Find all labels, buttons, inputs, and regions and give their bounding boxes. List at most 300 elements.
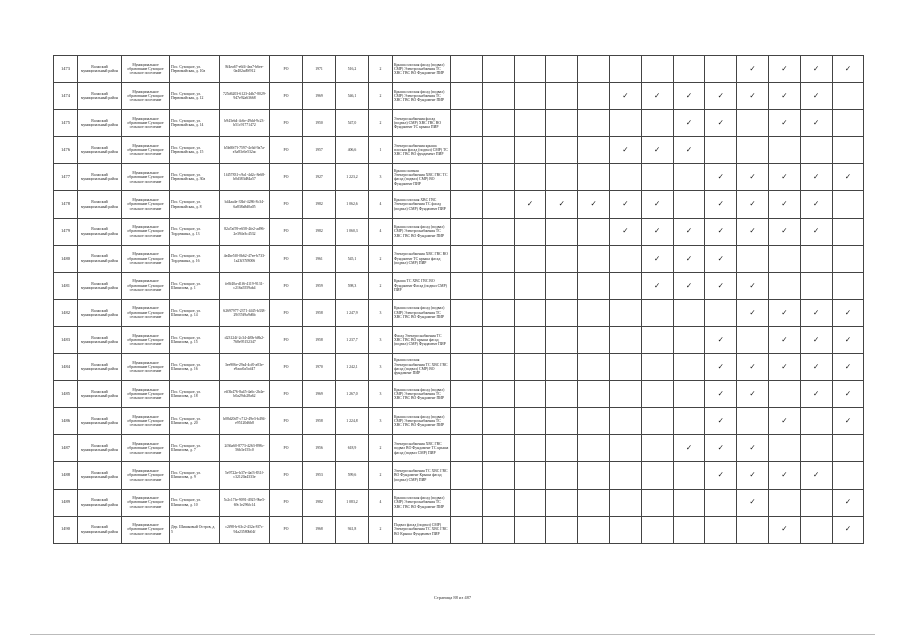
check-cell: [482, 489, 514, 516]
table-row: [54, 462, 864, 489]
bottom-rule: [30, 634, 875, 635]
check-cell: [451, 489, 483, 516]
building-code-cell: c2f98-b-63c2-432a-8f7c-94a23580b04f: [220, 516, 270, 543]
checkmark-icon: ✓: [813, 199, 820, 209]
check-cell: [514, 381, 546, 408]
check-cell: [737, 272, 769, 299]
checkmark-icon: ✓: [781, 90, 788, 100]
check-cell: [737, 56, 769, 83]
checkmark-icon: ✓: [685, 253, 693, 263]
row-number: 1473: [54, 56, 78, 83]
floors-cell: 3: [369, 164, 393, 191]
check-cell: [451, 326, 483, 353]
floors-cell: 3: [369, 408, 393, 435]
check-cell: [546, 164, 578, 191]
checkmark-icon: ✓: [685, 226, 693, 236]
district-cell: Волжский муниципальный район: [78, 354, 122, 381]
checkmark-icon: ✓: [749, 90, 756, 100]
check-cell: [609, 191, 641, 218]
check-cell: [768, 381, 800, 408]
check-cell: [800, 489, 832, 516]
checkmark-icon: ✓: [781, 416, 788, 426]
check-cell: [832, 218, 864, 245]
check-cell: [768, 56, 800, 83]
check-cell: [546, 299, 578, 326]
row-number: 1490: [54, 516, 78, 543]
checkmark-icon: ✓: [526, 199, 534, 209]
check-cell: [609, 381, 641, 408]
building-type-cell: РО: [270, 326, 303, 353]
building-code-cell: b08d20d7-c712-49e3-b494-e95120d6b8: [220, 408, 270, 435]
row-number: 1474: [54, 83, 78, 110]
check-cell: [800, 435, 832, 462]
works-list-cell: Подвал фасад (подвал) СМР) Электроснабжения ТС ХВС ГВС ВО Крыша Фундамент ПИР: [393, 516, 451, 543]
building-code-cell: eff3b476-8a45-4a6c-2b4e-b0a29dc28a62: [220, 381, 270, 408]
check-cell: [705, 83, 737, 110]
check-cell: [673, 354, 705, 381]
check-cell: [705, 381, 737, 408]
check-cell: [578, 245, 610, 272]
check-cell: [768, 516, 800, 543]
check-cell: [673, 245, 705, 272]
build-year-cell: 1969: [303, 83, 336, 110]
checkmark-icon: ✓: [749, 226, 756, 236]
check-cell: [451, 191, 483, 218]
check-cell: [832, 462, 864, 489]
address-cell: Пос. Сухоцкое, ул. Шипилова, д. 1: [170, 272, 220, 299]
building-type-cell: РО: [270, 516, 303, 543]
check-cell: [578, 299, 610, 326]
check-cell: [609, 299, 641, 326]
check-cell: [768, 137, 800, 164]
check-cell: [641, 272, 673, 299]
checkmark-icon: ✓: [749, 389, 756, 399]
table-row: [54, 326, 864, 353]
check-cell: [800, 299, 832, 326]
floors-cell: 2: [369, 272, 393, 299]
checkmark-icon: ✓: [749, 172, 756, 182]
check-cell: [800, 56, 832, 83]
check-cell: [482, 299, 514, 326]
check-cell: [546, 354, 578, 381]
check-cell: [482, 164, 514, 191]
check-cell: [737, 110, 769, 137]
row-number: 1480: [54, 245, 78, 272]
checkmark-icon: ✓: [685, 118, 693, 128]
checkmark-icon: ✓: [781, 361, 788, 371]
check-cell: [673, 110, 705, 137]
check-cell: [800, 272, 832, 299]
settlement-cell: Муниципальное образование Сухоцкое сельское поселение: [122, 299, 170, 326]
check-cell: [546, 408, 578, 435]
checkmark-icon: ✓: [590, 199, 597, 209]
area-cell: 516,2: [336, 56, 369, 83]
works-list-cell: Крыша плоская фасад (подвал) СМР) Электроснабжения ТС ХВС ГВС ВО Фундамент ПИР: [393, 56, 451, 83]
check-cell: [641, 83, 673, 110]
building-code-cell: b943eb4-4c6e-49dd-9c23-b51c91771472: [220, 110, 270, 137]
check-cell: [641, 326, 673, 353]
check-cell: [800, 218, 832, 245]
check-cell: [768, 354, 800, 381]
building-type-cell: РО: [270, 137, 303, 164]
check-cell: [578, 218, 610, 245]
check-cell: [451, 245, 483, 272]
settlement-cell: Муниципальное образование Сухоцкое сельское поселение: [122, 435, 170, 462]
check-cell: [832, 381, 864, 408]
check-cell: [832, 489, 864, 516]
checkmark-icon: ✓: [749, 280, 756, 290]
area-cell: 545,1: [336, 245, 369, 272]
check-cell: [482, 408, 514, 435]
district-cell: Волжский муниципальный район: [78, 381, 122, 408]
checkmark-icon: ✓: [813, 90, 820, 100]
settlement-cell: Муниципальное образование Сухоцкое сельское поселение: [122, 489, 170, 516]
check-cell: [705, 299, 737, 326]
check-cell: [451, 137, 483, 164]
floors-cell: 4: [369, 218, 393, 245]
build-year-cell: 1953: [303, 462, 336, 489]
checkmark-icon: ✓: [781, 524, 788, 534]
checkmark-icon: ✓: [813, 334, 820, 344]
row-number: 1479: [54, 218, 78, 245]
works-list-cell: Крыша плоская фасад (подвал) СМР) Электроснабжения ТС ХВС ГВС ВО Фундамент ПИР: [393, 218, 451, 245]
checkmark-icon: ✓: [717, 90, 724, 100]
check-cell: [832, 110, 864, 137]
check-cell: [482, 354, 514, 381]
address-cell: Пос. Сухоцкое, ул. Шипилова, д. 9: [170, 462, 220, 489]
check-cell: [800, 110, 832, 137]
check-cell: [609, 489, 641, 516]
check-cell: [832, 299, 864, 326]
check-cell: [451, 110, 483, 137]
check-cell: [832, 137, 864, 164]
check-cell: [514, 137, 546, 164]
floors-cell: 3: [369, 381, 393, 408]
row-number: 1487: [54, 435, 78, 462]
check-cell: [800, 381, 832, 408]
area-cell: 598,3: [336, 272, 369, 299]
check-cell: [482, 245, 514, 272]
check-cell: [641, 299, 673, 326]
checkmark-icon: ✓: [813, 470, 820, 480]
check-cell: [546, 218, 578, 245]
row-number: 1482: [54, 299, 78, 326]
check-cell: [578, 462, 610, 489]
address-cell: Пос. Сухоцкое, ул. Тордочкина, д. 13: [170, 218, 220, 245]
works-list-cell: Крыша плоская фасад (подвал) СМР) Электроснабжения ТС ХВС ГВС ВО Фундамент ПИР: [393, 299, 451, 326]
check-cell: [737, 137, 769, 164]
check-cell: [514, 462, 546, 489]
district-cell: Волжский муниципальный район: [78, 164, 122, 191]
check-cell: [546, 83, 578, 110]
check-cell: [641, 408, 673, 435]
check-cell: [768, 326, 800, 353]
check-cell: [482, 462, 514, 489]
build-year-cell: 1958: [303, 299, 336, 326]
check-cell: [705, 435, 737, 462]
check-cell: [705, 272, 737, 299]
check-cell: [737, 462, 769, 489]
checkmark-icon: ✓: [781, 226, 788, 236]
check-cell: [451, 381, 483, 408]
check-cell: [641, 381, 673, 408]
checkmark-icon: ✓: [749, 199, 756, 209]
building-code-cell: 5c2c17fe-9091-4925-9be5-69c1e296fc14: [220, 489, 270, 516]
floors-cell: 2: [369, 462, 393, 489]
checkmark-icon: ✓: [717, 416, 724, 426]
address-cell: Дер. Шишковый Остров, д. 5: [170, 516, 220, 543]
check-cell: [800, 354, 832, 381]
check-cell: [546, 381, 578, 408]
building-type-cell: РО: [270, 218, 303, 245]
check-cell: [832, 435, 864, 462]
building-code-cell: b44aa4e-33bf-4286-8c34-6a838a8d0a05: [220, 191, 270, 218]
settlement-cell: Муниципальное образование Сухоцкое сельское поселение: [122, 326, 170, 353]
checkmark-icon: ✓: [844, 389, 852, 399]
check-cell: [705, 354, 737, 381]
check-cell: [578, 326, 610, 353]
checkmark-icon: ✓: [844, 497, 852, 507]
check-cell: [705, 56, 737, 83]
table-row: [54, 56, 864, 83]
checkmark-icon: ✓: [844, 524, 852, 534]
district-cell: Волжский муниципальный район: [78, 245, 122, 272]
district-cell: Волжский муниципальный район: [78, 83, 122, 110]
checkmark-icon: ✓: [813, 389, 820, 399]
check-cell: [514, 272, 546, 299]
district-cell: Волжский муниципальный район: [78, 218, 122, 245]
check-cell: [609, 83, 641, 110]
check-cell: [578, 56, 610, 83]
checkmark-icon: ✓: [813, 172, 820, 182]
table-row: [54, 489, 864, 516]
buildings-table: [53, 55, 864, 544]
checkmark-icon: ✓: [749, 470, 756, 480]
build-year-cell: 1957: [303, 137, 336, 164]
build-year-cell: 1970: [303, 354, 336, 381]
address-cell: Пос. Сухоцкое, ул. Первомайская, д. 12: [170, 83, 220, 110]
build-year-cell: 1982: [303, 191, 336, 218]
build-year-cell: 1927: [303, 164, 336, 191]
row-number: 1477: [54, 164, 78, 191]
checkmark-icon: ✓: [749, 443, 756, 453]
checkmark-icon: ✓: [558, 199, 565, 209]
building-type-cell: РО: [270, 299, 303, 326]
check-cell: [451, 462, 483, 489]
check-cell: [514, 408, 546, 435]
check-cell: [737, 408, 769, 435]
building-code-cell: 82a7af59-e658-4fe2-ad96-2e394e3c4532: [220, 218, 270, 245]
checkmark-icon: ✓: [781, 470, 788, 480]
table-row: [54, 191, 864, 218]
works-list-cell: Крыша ТС ХВС ГВС ВО Фундамент Фасад (подвал СМР) ПИР: [393, 272, 451, 299]
building-code-cell: 4e4be5f0-0b62-47ee-b733-1a23f37f8006: [220, 245, 270, 272]
building-code-cell: 725d6203-6123-4db7-8029-947e92a63668: [220, 83, 270, 110]
building-type-cell: РО: [270, 408, 303, 435]
build-year-cell: 1968: [303, 516, 336, 543]
check-cell: [546, 435, 578, 462]
check-cell: [451, 408, 483, 435]
check-cell: [578, 516, 610, 543]
area-cell: 1 242,1: [336, 354, 369, 381]
district-cell: Волжский муниципальный район: [78, 191, 122, 218]
works-list-cell: Электроснабжения ХВС ГВС подвал ВО Фундамент ТС крыша фасад (подвал СМР) ПИР: [393, 435, 451, 462]
area-cell: 1 224,8: [336, 408, 369, 435]
check-cell: [451, 354, 483, 381]
check-cell: [514, 110, 546, 137]
checkmark-icon: ✓: [717, 172, 724, 182]
table-row: [54, 137, 864, 164]
floors-cell: 3: [369, 299, 393, 326]
check-cell: [546, 191, 578, 218]
check-cell: [514, 326, 546, 353]
check-cell: [673, 435, 705, 462]
check-cell: [546, 326, 578, 353]
check-cell: [673, 381, 705, 408]
row-number: 1486: [54, 408, 78, 435]
floors-cell: 2: [369, 516, 393, 543]
check-cell: [768, 164, 800, 191]
check-cell: [832, 191, 864, 218]
table-row: [54, 408, 864, 435]
building-code-cell: fe8f40a-d1f6-4119-9131-c216a5559ab4: [220, 272, 270, 299]
area-cell: 941,8: [336, 516, 369, 543]
floors-cell: 1: [369, 137, 393, 164]
area-cell: 1 060,3: [336, 218, 369, 245]
address-cell: Пос. Сухоцкое, ул. Шипилова, д. 10: [170, 489, 220, 516]
checkmark-icon: ✓: [844, 172, 852, 182]
check-cell: [673, 299, 705, 326]
check-cell: [578, 83, 610, 110]
checkmark-icon: ✓: [844, 361, 852, 371]
works-list-cell: Электроснабжения крыша плоская фасад (подвал) СМР) ТС ХВС ГВС ВО фундамент ПИР: [393, 137, 451, 164]
works-list-cell: Фасад Электроснабжения ТС ХВС ГВС ВО крыша фасад (подвал) СМР) Фундамент ПИР: [393, 326, 451, 353]
checkmark-icon: ✓: [717, 253, 724, 263]
check-cell: [832, 516, 864, 543]
check-cell: [514, 516, 546, 543]
table-row: [54, 164, 864, 191]
checkmark-icon: ✓: [844, 416, 852, 426]
checkmark-icon: ✓: [781, 172, 788, 182]
settlement-cell: Муниципальное образование Сухоцкое сельское поселение: [122, 408, 170, 435]
table-row: [54, 272, 864, 299]
address-cell: Пос. Сухоцкое, ул. Шипилова, д. 16: [170, 354, 220, 381]
district-cell: Волжский муниципальный район: [78, 435, 122, 462]
checkmark-icon: ✓: [717, 443, 724, 453]
check-cell: [768, 435, 800, 462]
checkmark-icon: ✓: [813, 63, 820, 73]
area-cell: 618,9: [336, 435, 369, 462]
check-cell: [705, 191, 737, 218]
check-cell: [641, 489, 673, 516]
district-cell: Волжский муниципальный район: [78, 516, 122, 543]
check-cell: [800, 191, 832, 218]
check-cell: [609, 272, 641, 299]
check-cell: [673, 137, 705, 164]
floors-cell: 2: [369, 83, 393, 110]
settlement-cell: Муниципальное образование Сухоцкое сельское поселение: [122, 218, 170, 245]
checkmark-icon: ✓: [654, 199, 661, 209]
check-cell: [578, 435, 610, 462]
building-code-cell: 5e9722e-b37e-4af3-831f-c32120a4333e: [220, 462, 270, 489]
check-cell: [482, 191, 514, 218]
check-cell: [609, 218, 641, 245]
area-cell: 547,0: [336, 110, 369, 137]
building-type-cell: РО: [270, 83, 303, 110]
check-cell: [609, 435, 641, 462]
check-cell: [578, 110, 610, 137]
building-type-cell: РО: [270, 489, 303, 516]
build-year-cell: 1958: [303, 326, 336, 353]
check-cell: [768, 299, 800, 326]
check-cell: [705, 164, 737, 191]
building-code-cell: 3ee906e-29a4-4cf0-a03e-e9aac0a5cd47: [220, 354, 270, 381]
district-cell: Волжский муниципальный район: [78, 272, 122, 299]
check-cell: [482, 272, 514, 299]
settlement-cell: Муниципальное образование Сухоцкое сельское поселение: [122, 83, 170, 110]
build-year-cell: 1982: [303, 489, 336, 516]
check-cell: [832, 56, 864, 83]
settlement-cell: Муниципальное образование Сухоцкое сельское поселение: [122, 245, 170, 272]
settlement-cell: Муниципальное образование Сухоцкое сельское поселение: [122, 56, 170, 83]
check-cell: [482, 381, 514, 408]
check-cell: [800, 83, 832, 110]
check-cell: [705, 218, 737, 245]
check-cell: [705, 516, 737, 543]
check-cell: [737, 326, 769, 353]
check-cell: [514, 245, 546, 272]
check-cell: [705, 110, 737, 137]
page-footer: [0, 595, 905, 600]
district-cell: Волжский муниципальный район: [78, 326, 122, 353]
settlement-cell: Муниципальное образование Сухоцкое сельское поселение: [122, 110, 170, 137]
check-cell: [482, 56, 514, 83]
check-cell: [832, 83, 864, 110]
check-cell: [578, 164, 610, 191]
checkmark-icon: ✓: [654, 90, 661, 100]
check-cell: [673, 516, 705, 543]
checkmark-icon: ✓: [781, 307, 788, 317]
district-cell: Волжский муниципальный район: [78, 489, 122, 516]
building-code-cell: 62697977-2371-4f45-b338-29f37d9a9d6b: [220, 299, 270, 326]
check-cell: [482, 435, 514, 462]
check-cell: [768, 191, 800, 218]
check-cell: [514, 56, 546, 83]
floors-cell: 3: [369, 326, 393, 353]
check-cell: [609, 137, 641, 164]
build-year-cell: 1956: [303, 435, 336, 462]
area-cell: 599,6: [336, 462, 369, 489]
checkmark-icon: ✓: [685, 280, 693, 290]
table-row: [54, 435, 864, 462]
check-cell: [705, 137, 737, 164]
check-cell: [578, 137, 610, 164]
table-row: [54, 218, 864, 245]
settlement-cell: Муниципальное образование Сухоцкое сельское поселение: [122, 354, 170, 381]
building-type-cell: РО: [270, 381, 303, 408]
check-cell: [641, 354, 673, 381]
table-row: [54, 245, 864, 272]
check-cell: [737, 516, 769, 543]
checkmark-icon: ✓: [781, 334, 788, 344]
check-cell: [800, 408, 832, 435]
checkmark-icon: ✓: [717, 470, 724, 480]
checkmark-icon: ✓: [654, 280, 661, 290]
build-year-cell: 1950: [303, 110, 336, 137]
check-cell: [768, 272, 800, 299]
checkmark-icon: ✓: [749, 307, 756, 317]
settlement-cell: Муниципальное образование Сухоцкое сельское поселение: [122, 462, 170, 489]
